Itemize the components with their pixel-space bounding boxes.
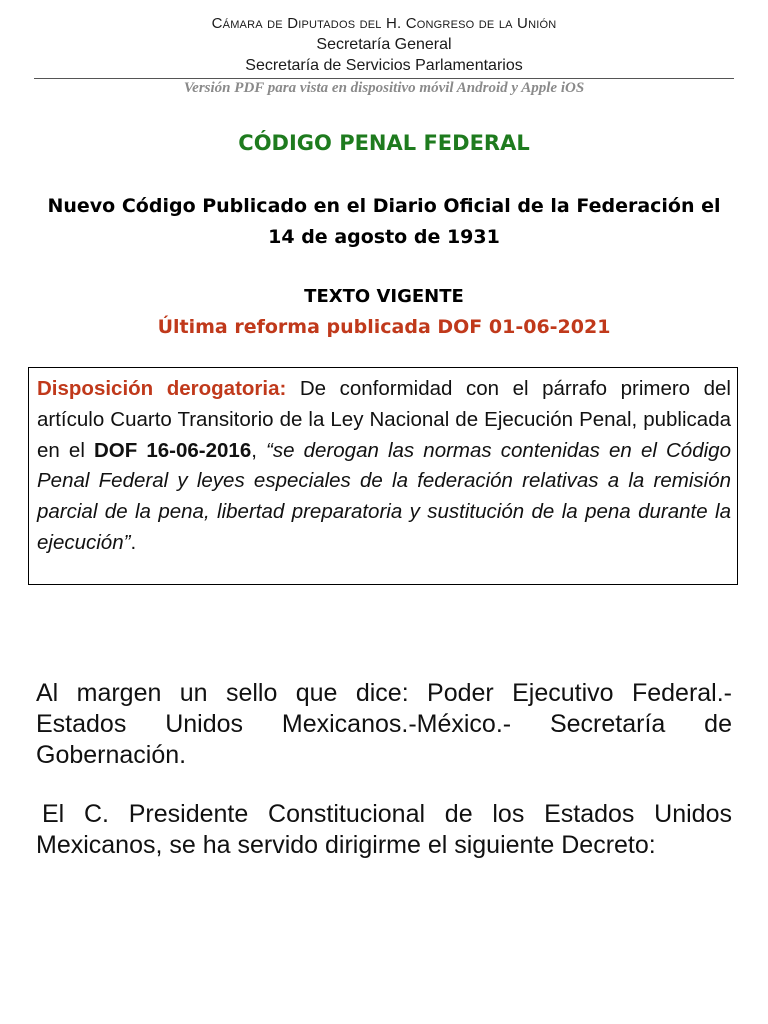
derogation-comma: , (251, 438, 267, 462)
seal-paragraph: Al margen un sello que dice: Poder Ejecutivo Federal.- Estados Unidos Mexicanos.-México.- Secretaría de Gobernación. (36, 679, 732, 769)
pdf-version-note: Versión PDF para vista en dispositivo móvil Android y Apple iOS (183, 80, 585, 96)
institution-header (0, 14, 768, 76)
derogation-end: . (130, 530, 137, 554)
derogation-reference: DOF 16-06-2016 (93, 438, 252, 462)
decree-intro-paragraph: El C. Presidente Constitucional de los Estados Unidos Mexicanos, se ha servido dirigirme el siguiente Decreto: (36, 800, 732, 859)
derogation-text: De conformidad con el párrafo primero del artículo Cuarto Transitorio de la Ley Nacional de Ejecución Penal, publicada en el (37, 377, 731, 462)
text-status: TEXTO VIGENTE (304, 286, 464, 307)
derogation-box (28, 367, 738, 585)
last-reform-line: Última reforma publicada DOF 01-06-2021 (157, 316, 611, 338)
general-secretariat: Secretaría General (316, 36, 452, 53)
code-title: CÓDIGO PENAL FEDERAL (238, 131, 530, 155)
parliamentary-services: Secretaría de Servicios Parlamentarios (245, 57, 523, 74)
derogation-quote: “se derogan las normas contenidas en el Código Penal Federal y leyes especiales de la federación relativas a la remisión parcial de la pena, libertad preparatoria y sustitución de la pena durante la ejecución” (37, 438, 731, 554)
publication-subtitle: Nuevo Código Publicado en el Diario Oficial de la Federación el 14 de agosto de 1931 (47, 195, 721, 248)
chamber-name: Cámara de Diputados del H. Congreso de la Unión (211, 15, 557, 32)
derogation-label: Disposición derogatoria: (37, 377, 287, 400)
